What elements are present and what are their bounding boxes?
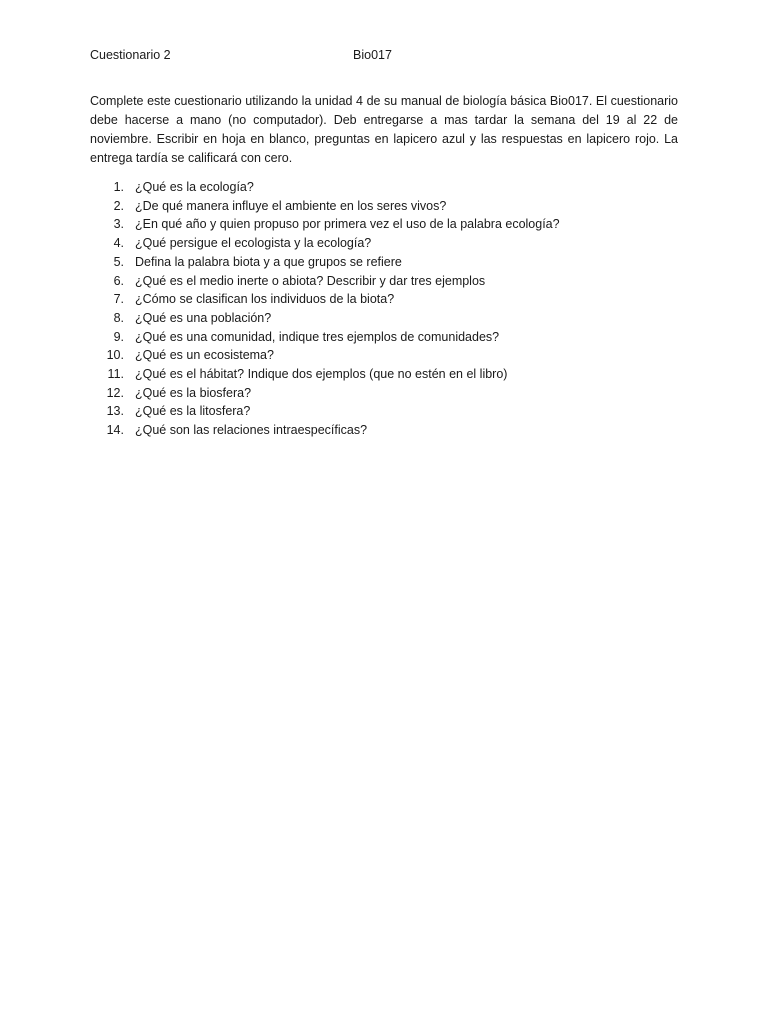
list-item — [90, 421, 678, 440]
question-text: ¿Qué es la litosfera? — [135, 404, 251, 419]
question-text: Defina la palabra biota y a que grupos se refiere — [135, 254, 402, 269]
document-header — [90, 46, 678, 64]
question-text: ¿Qué son las relaciones intraespecíficas? — [135, 423, 368, 438]
question-text: ¿En qué año y quien propuso por primera vez el uso de la palabra ecología? — [135, 217, 560, 232]
document-title: Cuestionario 2 — [90, 48, 171, 62]
list-item — [90, 178, 678, 197]
list-item — [90, 402, 678, 421]
question-number: 10. — [106, 348, 124, 363]
question-number: 12. — [106, 385, 124, 400]
question-number: 13. — [106, 404, 124, 419]
list-item — [90, 197, 678, 216]
question-number: 11. — [107, 367, 124, 382]
question-text: ¿Qué es la biosfera? — [135, 385, 252, 400]
list-item — [90, 215, 678, 234]
question-text: ¿Qué es una población? — [135, 310, 272, 325]
question-text: ¿Qué es la ecología? — [135, 180, 254, 194]
question-list — [90, 178, 678, 440]
question-text: ¿Qué persigue el ecologista y la ecología? — [135, 236, 372, 251]
question-number: 4. — [113, 236, 124, 251]
list-item — [90, 309, 678, 328]
question-number: 9. — [113, 329, 124, 344]
course-code: Bio017 — [353, 48, 392, 62]
question-number: 7. — [113, 292, 124, 307]
list-item — [90, 253, 678, 272]
question-number: 5. — [113, 254, 124, 269]
question-number: 8. — [113, 310, 124, 325]
question-number: 2. — [113, 198, 124, 213]
list-item — [90, 384, 678, 403]
question-text: ¿De qué manera influye el ambiente en los seres vivos? — [135, 198, 447, 213]
instructions-paragraph: Complete este cuestionario utilizando la unidad 4 de su manual de biología básica Bio017. El cuestionario debe hacerse a mano (no computador). Deb entregarse a mas tardar la semana del 19 al 22 de noviembre. Escribir en hoja en blanco, preguntas en lapicero azul y las respuestas en lapicero rojo. La entrega tardía se calificará con cero. — [90, 94, 678, 165]
list-item — [90, 365, 678, 384]
question-number: 14. — [106, 423, 124, 438]
list-item — [90, 346, 678, 365]
question-text: ¿Qué es una comunidad, indique tres ejemplos de comunidades? — [135, 329, 500, 344]
question-number: 1. — [113, 180, 124, 194]
question-number: 6. — [113, 273, 124, 288]
question-text: ¿Qué es el medio inerte o abiota? Describir y dar tres ejemplos — [135, 273, 486, 288]
list-item — [90, 272, 678, 291]
list-item — [90, 290, 678, 309]
list-item — [90, 328, 678, 347]
list-item — [90, 234, 678, 253]
question-number: 3. — [113, 217, 124, 232]
question-text: ¿Cómo se clasifican los individuos de la biota? — [135, 292, 395, 307]
question-text: ¿Qué es un ecosistema? — [135, 348, 274, 363]
question-text: ¿Qué es el hábitat? Indique dos ejemplos (que no estén en el libro) — [135, 367, 508, 382]
